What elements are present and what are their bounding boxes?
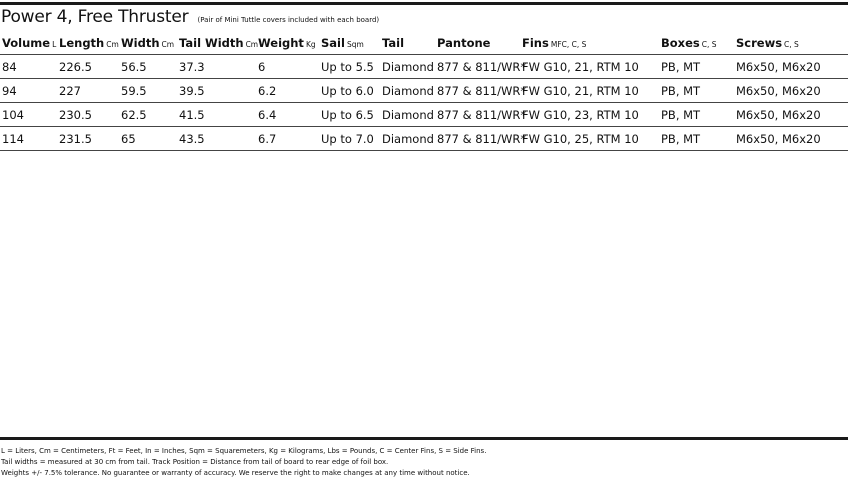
footnotes [1, 446, 486, 479]
cell-pantone: 877 & 811/WR* [435, 103, 520, 127]
cell-volume: 104 [0, 103, 57, 127]
col-header-weight: Weight Kg [256, 31, 319, 55]
cell-volume: 84 [0, 55, 57, 79]
col-header-boxes: Boxes C, S [659, 31, 734, 55]
bottom-rule [0, 437, 848, 440]
col-header-screws: Screws C, S [734, 31, 848, 55]
cell-length: 230.5 [57, 103, 119, 127]
footnote-disclaimer: Weights +/- 7.5% tolerance. No guarantee or warranty of accuracy. We reserve the right to make changes at any time without notice. [1, 469, 470, 477]
col-header-sail: Sail Sqm [319, 31, 380, 55]
cell-tail-width: 37.3 [177, 55, 256, 79]
cell-sail: Up to 7.0 [319, 127, 380, 151]
cell-pantone: 877 & 811/WR* [435, 55, 520, 79]
cell-fins: FW G10, 25, RTM 10 [520, 127, 659, 151]
table-row [0, 103, 848, 127]
cell-boxes: PB, MT [659, 103, 734, 127]
cell-fins: FW G10, 23, RTM 10 [520, 103, 659, 127]
cell-tail-width: 41.5 [177, 103, 256, 127]
cell-sail: Up to 6.5 [319, 103, 380, 127]
col-header-pantone: Pantone [435, 31, 520, 55]
cell-screws: M6x50, M6x20 [734, 103, 848, 127]
cell-width: 62.5 [119, 103, 177, 127]
cell-volume: 94 [0, 79, 57, 103]
cell-width: 65 [119, 127, 177, 151]
cell-screws: M6x50, M6x20 [734, 127, 848, 151]
cell-boxes: PB, MT [659, 55, 734, 79]
cell-weight: 6 [256, 55, 319, 79]
cell-boxes: PB, MT [659, 79, 734, 103]
table-row [0, 79, 848, 103]
cell-fins: FW G10, 21, RTM 10 [520, 55, 659, 79]
cell-sail: Up to 5.5 [319, 55, 380, 79]
table-row [0, 127, 848, 151]
cell-weight: 6.4 [256, 103, 319, 127]
footnote-abbreviations: L = Liters, Cm = Centimeters, Ft = Feet, In = Inches, Sqm = Squaremeters, Kg = Kilograms, Lbs = Pounds, C = Center Fins, S = Side Fins. [1, 447, 487, 455]
spec-table [0, 31, 848, 151]
cell-tail-width: 39.5 [177, 79, 256, 103]
col-header-fins: Fins MFC, C, S [520, 31, 659, 55]
cell-pantone: 877 & 811/WR* [435, 79, 520, 103]
cell-length: 226.5 [57, 55, 119, 79]
cell-volume: 114 [0, 127, 57, 151]
cell-tail: Diamond [380, 79, 435, 103]
header-row [0, 31, 848, 55]
col-header-length: Length Cm [57, 31, 119, 55]
cell-fins: FW G10, 21, RTM 10 [520, 79, 659, 103]
cell-weight: 6.2 [256, 79, 319, 103]
page-subtitle: (Pair of Mini Tuttle covers included with each board) [197, 16, 380, 24]
cell-length: 227 [57, 79, 119, 103]
cell-length: 231.5 [57, 127, 119, 151]
col-header-tail-width: Tail Width Cm [177, 31, 256, 55]
top-rule [0, 2, 848, 5]
cell-width: 56.5 [119, 55, 177, 79]
cell-tail: Diamond [380, 55, 435, 79]
cell-pantone: 877 & 811/WR* [435, 127, 520, 151]
col-header-volume: Volume L [0, 31, 57, 55]
cell-tail-width: 43.5 [177, 127, 256, 151]
cell-sail: Up to 6.0 [319, 79, 380, 103]
cell-screws: M6x50, M6x20 [734, 79, 848, 103]
col-header-tail: Tail [380, 31, 435, 55]
cell-boxes: PB, MT [659, 127, 734, 151]
table-row [0, 55, 848, 79]
col-header-width: Width Cm [119, 31, 177, 55]
cell-tail: Diamond [380, 103, 435, 127]
cell-screws: M6x50, M6x20 [734, 55, 848, 79]
footnote-measurements: Tail widths = measured at 30 cm from tail. Track Position = Distance from tail of board to rear edge of foil box. [1, 458, 389, 466]
cell-tail: Diamond [380, 127, 435, 151]
page-title: Power 4, Free Thruster [1, 7, 189, 27]
title-row [1, 7, 379, 27]
cell-weight: 6.7 [256, 127, 319, 151]
cell-width: 59.5 [119, 79, 177, 103]
